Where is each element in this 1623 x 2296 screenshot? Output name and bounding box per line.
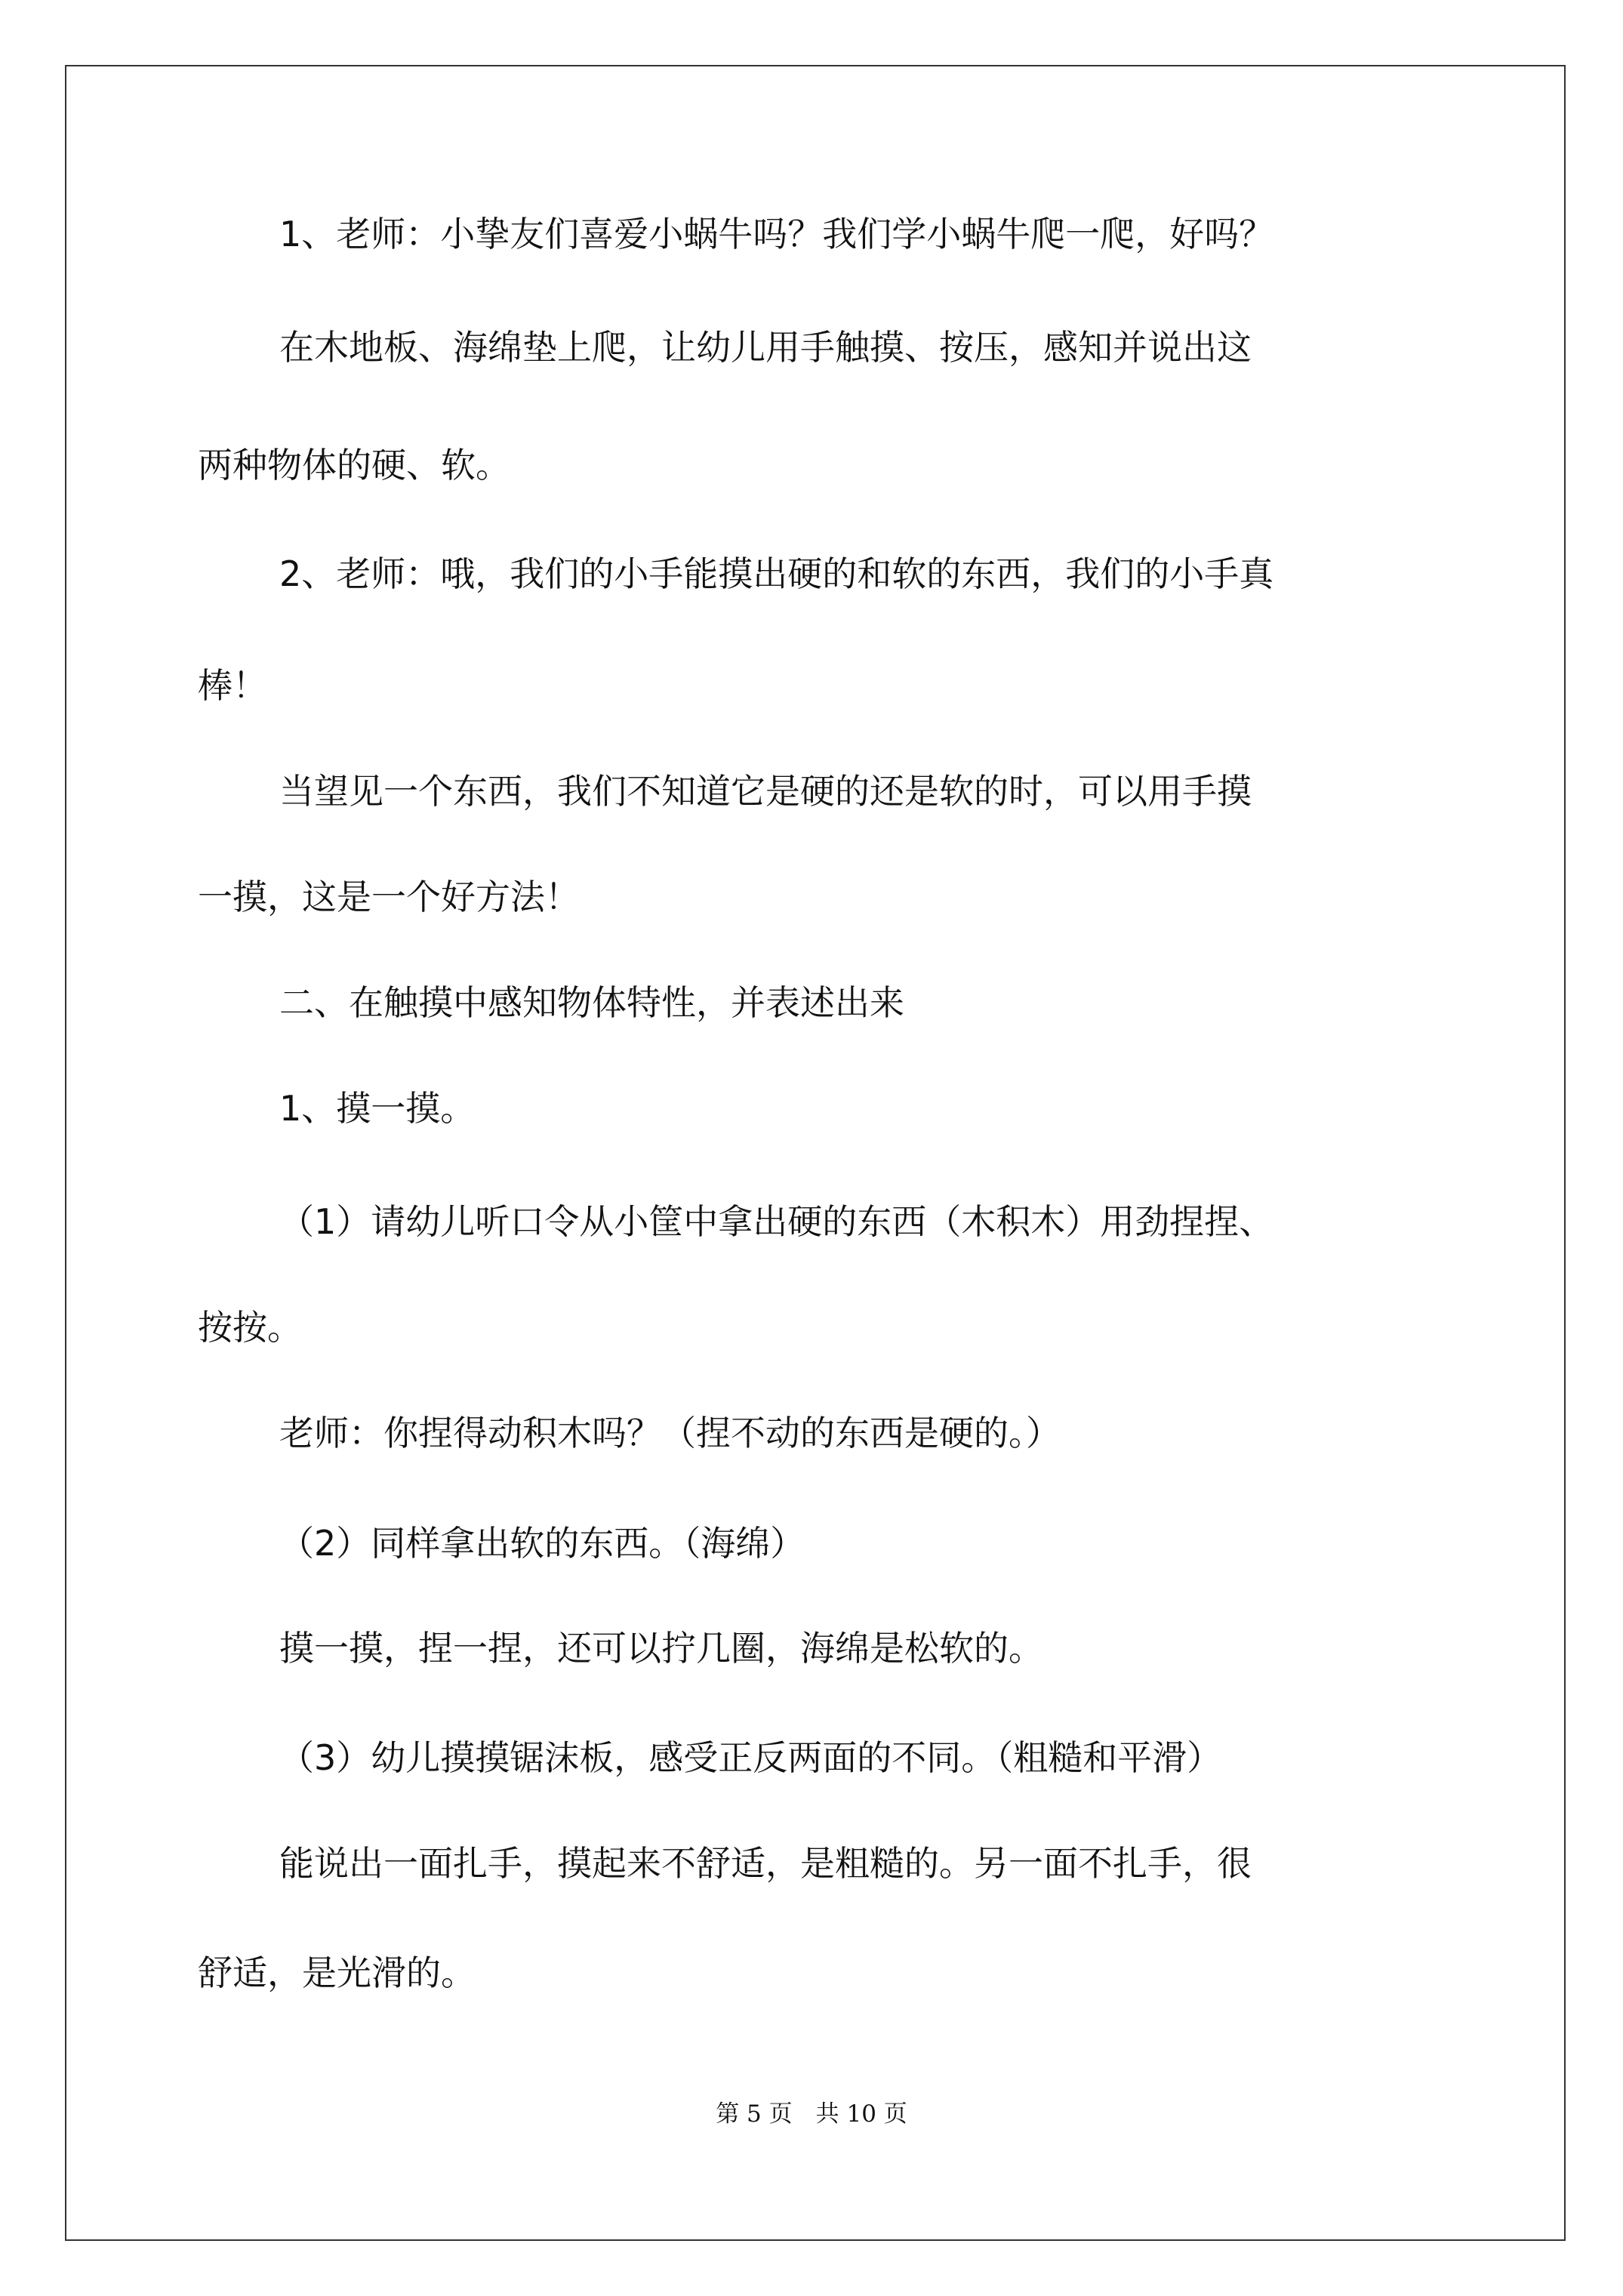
paragraph: 棒！ <box>198 665 267 706</box>
section-heading: 二、在触摸中感知物体特性，并表述出来 <box>279 982 904 1023</box>
paragraph: 舒适，是光滑的。 <box>198 1952 476 1993</box>
paragraph: 两种物体的硬、软。 <box>198 445 510 485</box>
paragraph: 按按。 <box>198 1307 302 1348</box>
paragraph: 一摸，这是一个好方法！ <box>198 877 580 917</box>
paragraph: 2、老师：哦，我们的小手能摸出硬的和软的东西，我们的小手真 <box>279 553 1274 594</box>
paragraph: 能说出一面扎手，摸起来不舒适，是粗糙的。另一面不扎手，很 <box>279 1843 1252 1884</box>
paragraph: （1）请幼儿听口令从小筐中拿出硬的东西（木积木）用劲捏捏、 <box>279 1201 1274 1242</box>
paragraph: （3）幼儿摸摸锯沫板，感受正反两面的不同。（粗糙和平滑） <box>279 1737 1222 1778</box>
paragraph: 老师：你捏得动积木吗？（捏不动的东西是硬的。） <box>279 1413 1061 1453</box>
paragraph: 摸一摸，捏一捏，还可以拧几圈，海绵是松软的。 <box>279 1628 1043 1669</box>
paragraph: 在木地板、海绵垫上爬，让幼儿用手触摸、按压，感知并说出这 <box>279 327 1252 368</box>
paragraph: 1、摸一摸。 <box>279 1088 476 1129</box>
paragraph: 1、老师：小挚友们喜爱小蜗牛吗？我们学小蜗牛爬一爬，好吗？ <box>279 214 1274 254</box>
page-border <box>65 65 1566 2241</box>
paragraph: （2）同样拿出软的东西。（海绵） <box>279 1523 805 1564</box>
page-footer: 第 5 页 共 10 页 <box>716 2100 907 2128</box>
paragraph: 当望见一个东西，我们不知道它是硬的还是软的时，可以用手摸 <box>279 771 1252 812</box>
